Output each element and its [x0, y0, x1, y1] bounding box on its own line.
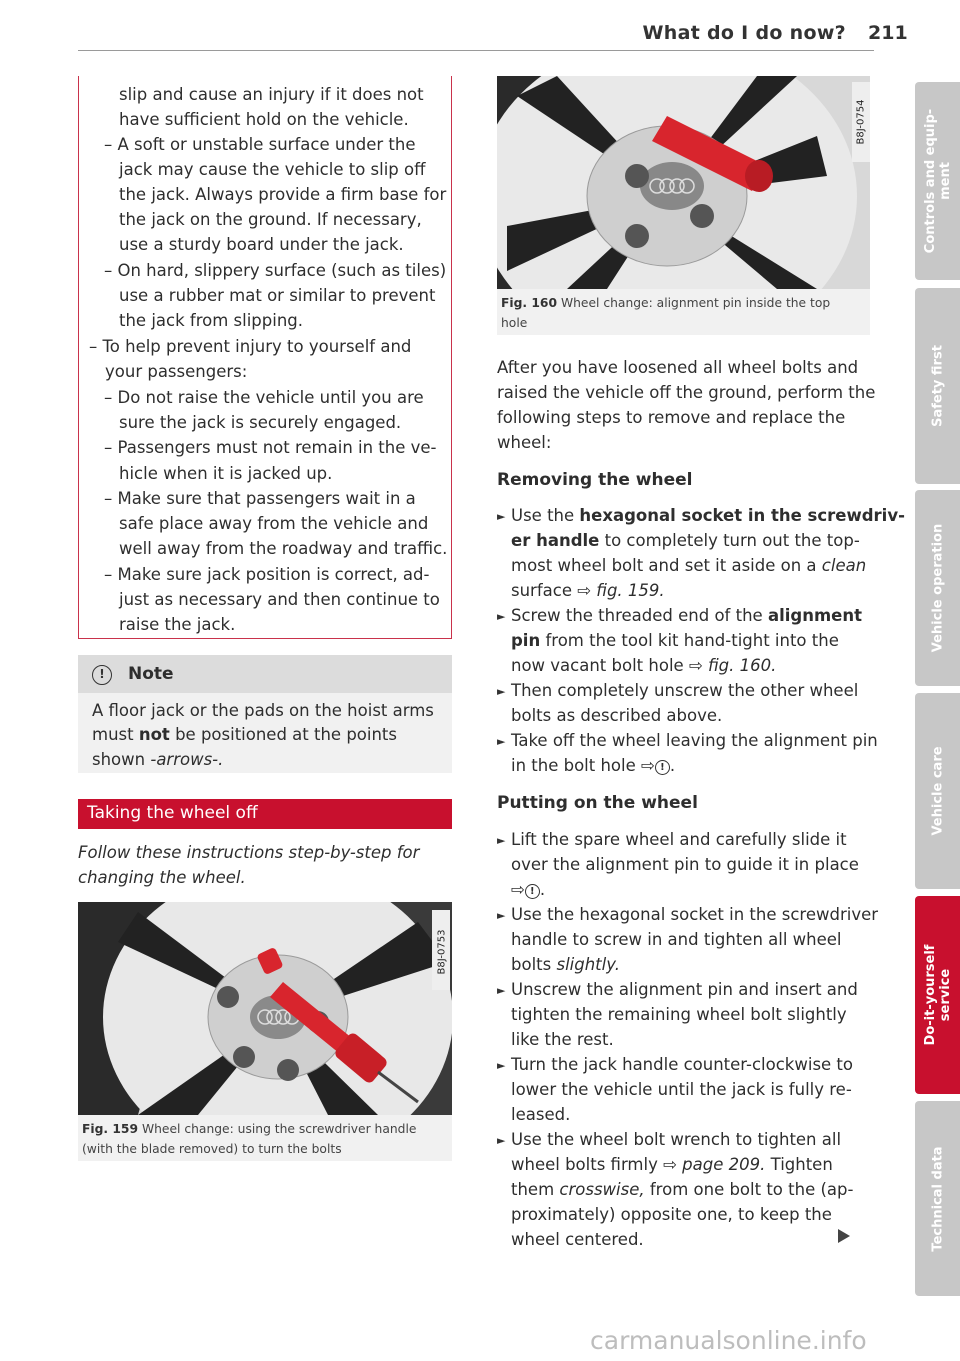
warning-line: the jack from slipping.: [119, 311, 304, 330]
tab-technical-data[interactable]: Technical data: [915, 1101, 960, 1296]
warning-line: just as necessary and then continue to: [119, 590, 440, 609]
section-intro-line: Follow these instructions step-by-step for: [78, 843, 420, 862]
step-line: Use the wheel bolt wrench to tighten all: [511, 1130, 842, 1149]
step-line: wheel bolts firmly ⇨ page 209. Tighten: [511, 1155, 833, 1174]
warning-line: raise the jack.: [119, 615, 236, 634]
warning-line: safe place away from the vehicle and: [119, 514, 429, 533]
warning-line: the jack. Always provide a firm base for: [119, 185, 447, 204]
warning-line: – To help prevent injury to yourself and: [89, 337, 412, 356]
warning-line: slip and cause an injury if it does not: [119, 85, 424, 104]
tab-vehicle-operation[interactable]: Vehicle operation: [915, 490, 960, 686]
step-line: in the bolt hole ⇨ ! .: [511, 756, 676, 775]
warning-line: – Passengers must not remain in the ve-: [104, 438, 437, 457]
step-line: tighten the remaining wheel bolt slightly: [511, 1005, 847, 1024]
figure-code: B8J-0754: [855, 99, 867, 145]
warning-line: hicle when it is jacked up.: [119, 464, 333, 483]
step-line: proximately) opposite one, to keep the: [511, 1205, 832, 1224]
step-line: wheel centered.: [511, 1230, 644, 1249]
step-line: surface ⇨ fig. 159.: [511, 581, 665, 600]
tab-vehicle-care[interactable]: Vehicle care: [915, 693, 960, 889]
warning-line: have sufficient hold on the vehicle.: [119, 110, 409, 129]
warning-line: use a rubber mat or similar to prevent: [119, 286, 436, 305]
warning-line: use a sturdy board under the jack.: [119, 235, 404, 254]
body-line: wheel:: [497, 433, 552, 452]
warning-line: – Do not raise the vehicle until you are: [104, 388, 424, 407]
warning-line: jack may cause the vehicle to slip off: [119, 160, 426, 179]
note-line: A floor jack or the pads on the hoist arms: [92, 701, 434, 720]
warning-line: – Make sure that passengers wait in a: [104, 489, 416, 508]
warning-line: – Make sure jack position is correct, ad-: [104, 565, 430, 584]
figure-160-caption: Fig. 160 Wheel change: alignment pin inside the top: [501, 296, 831, 310]
note-info-icon: !: [92, 665, 112, 685]
note-title: Note: [128, 664, 174, 684]
step-line: most wheel bolt and set it aside on a clean: [511, 556, 867, 575]
bullet-arrow-icon: ►: [497, 610, 506, 623]
step-line: Turn the jack handle counter-clockwise to: [511, 1055, 853, 1074]
step-line: lower the vehicle until the jack is fully re-: [511, 1080, 852, 1099]
section-intro-line: changing the wheel.: [78, 868, 246, 887]
figure-160-image: [497, 76, 870, 289]
warning-line: your passengers:: [105, 362, 248, 381]
page-209-link[interactable]: ⇨ page 209.: [663, 1155, 766, 1174]
step-line: over the alignment pin to guide it in place: [511, 855, 859, 874]
warning-ref-icon[interactable]: !: [525, 884, 540, 899]
tab-safety-first[interactable]: Safety first: [915, 288, 960, 484]
step-line: now vacant bolt hole ⇨ fig. 160.: [511, 656, 777, 675]
tab-do-it-yourself-service[interactable]: Do-it-yourself service: [915, 896, 960, 1094]
figure-160-caption-line2: hole: [501, 316, 528, 330]
warning-line: sure the jack is securely engaged.: [119, 413, 402, 432]
figure-code: B8J-0753: [436, 929, 448, 975]
step-line: leased.: [511, 1105, 571, 1124]
step-line: ⇨ ! .: [511, 880, 546, 899]
step-line: bolts slightly.: [511, 955, 620, 974]
figure-159-caption-line2: (with the blade removed) to turn the bolts: [82, 1142, 342, 1156]
fig-160-link[interactable]: ⇨ fig. 160.: [688, 656, 777, 675]
step-line: Then completely unscrew the other wheel: [511, 681, 859, 700]
bullet-arrow-icon: ►: [497, 984, 506, 997]
figure-159-caption: Fig. 159 Wheel change: using the screwdriver handle: [82, 1122, 417, 1136]
note-line: shown -arrows-.: [92, 750, 224, 769]
running-header-title: What do I do now?: [642, 22, 846, 44]
body-line: raised the vehicle off the ground, perform the: [497, 383, 876, 402]
subheading-putting: Putting on the wheel: [497, 793, 698, 813]
note-line: must not be positioned at the points: [92, 725, 397, 744]
step-line: Screw the threaded end of the alignment: [511, 606, 862, 625]
bullet-arrow-icon: ►: [497, 909, 506, 922]
section-title: Taking the wheel off: [87, 803, 258, 823]
bullet-arrow-icon: ►: [497, 1134, 506, 1147]
warning-line: – On hard, slippery surface (such as tiles): [104, 261, 447, 280]
bullet-arrow-icon: ►: [497, 1059, 506, 1072]
subheading-removing: Removing the wheel: [497, 470, 693, 490]
body-line: After you have loosened all wheel bolts and: [497, 358, 859, 377]
fig-159-link[interactable]: ⇨ fig. 159.: [577, 581, 665, 600]
warning-line: well away from the roadway and traffic.: [119, 539, 448, 558]
page-number: 211: [868, 22, 908, 44]
body-line: following steps to remove and replace the: [497, 408, 846, 427]
step-line: Use the hexagonal socket in the screwdriv-: [511, 506, 905, 525]
watermark: carmanualsonline.info: [590, 1326, 867, 1355]
warning-ref-icon[interactable]: !: [655, 760, 670, 775]
wheel-illustration-160: [497, 76, 870, 289]
bullet-arrow-icon: ►: [497, 510, 506, 523]
bullet-arrow-icon: ►: [497, 685, 506, 698]
step-line: pin from the tool kit hand-tight into the: [511, 631, 839, 650]
continue-arrow-icon: [838, 1229, 850, 1243]
step-line: bolts as described above.: [511, 706, 723, 725]
warning-line: the jack on the ground. If necessary,: [119, 210, 422, 229]
bullet-arrow-icon: ►: [497, 735, 506, 748]
step-line: Lift the spare wheel and carefully slide it: [511, 830, 847, 849]
step-line: handle to screw in and tighten all wheel: [511, 930, 842, 949]
step-line: Take off the wheel leaving the alignment pin: [511, 731, 878, 750]
header-rule: [78, 50, 874, 51]
step-line: er handle to completely turn out the top-: [511, 531, 860, 550]
figure-159-image: [78, 902, 452, 1115]
warning-line: – A soft or unstable surface under the: [104, 135, 416, 154]
step-line: them crosswise, from one bolt to the (ap-: [511, 1180, 854, 1199]
step-line: Use the hexagonal socket in the screwdriver: [511, 905, 879, 924]
wheel-illustration-159: [78, 902, 452, 1115]
step-line: like the rest.: [511, 1030, 614, 1049]
tab-controls-and-equipment[interactable]: Controls and equip- ment: [915, 82, 960, 280]
step-line: Unscrew the alignment pin and insert and: [511, 980, 858, 999]
bullet-arrow-icon: ►: [497, 834, 506, 847]
